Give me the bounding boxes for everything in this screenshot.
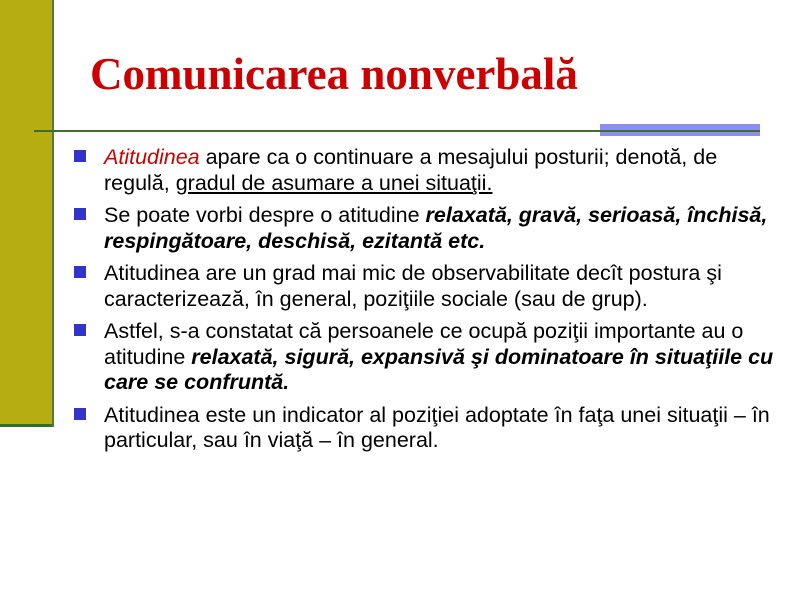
bullet-item	[70, 145, 775, 196]
left-bar-shadow	[0, 424, 52, 427]
bullet-list	[70, 145, 775, 461]
square-bullet-icon	[74, 324, 86, 336]
bullet-item	[70, 403, 775, 454]
slide-title: Comunicarea nonverbală	[90, 49, 578, 99]
bullet-item	[70, 261, 775, 312]
bullet-item	[70, 319, 775, 396]
bullet-item	[70, 203, 775, 254]
square-bullet-icon	[74, 208, 86, 220]
divider-accent-line	[600, 130, 760, 132]
square-bullet-icon	[74, 150, 86, 162]
bullet-text: apare ca o continuare a mesajului posturii; denotă, de regulă,	[104, 145, 718, 195]
bullet-emphasis: Atitudinea	[104, 145, 200, 169]
bullet-emphasis: relaxată, sigură, expansivă şi dominatoare în situaţiile cu care se confruntă.	[104, 344, 774, 394]
bullet-emphasis: relaxată, gravă, serioasă, închisă, respingătoare, deschisă, ezitantă etc.	[104, 203, 768, 253]
square-bullet-icon	[74, 408, 86, 420]
square-bullet-icon	[74, 266, 86, 278]
left-decorative-bar	[0, 0, 52, 427]
bullet-underlined-text: gradul de asumare a unei situaţii.	[175, 170, 493, 195]
bullet-text: Se poate vorbi despre o atitudine	[104, 203, 426, 227]
left-bar-edge	[52, 0, 54, 427]
bullet-text: Astfel, s-a constatat că persoanele ce ocupă poziţii importante au o atitudine	[104, 319, 744, 369]
bullet-text: Atitudinea este un indicator al poziţiei adoptate în faţa unei situaţii – în particular, sau în viaţă – în general.	[104, 402, 770, 452]
bullet-text: Atitudinea are un grad mai mic de observabilitate decît postura şi caracterizează, în general, poziţiile sociale (sau de grup).	[104, 261, 722, 311]
